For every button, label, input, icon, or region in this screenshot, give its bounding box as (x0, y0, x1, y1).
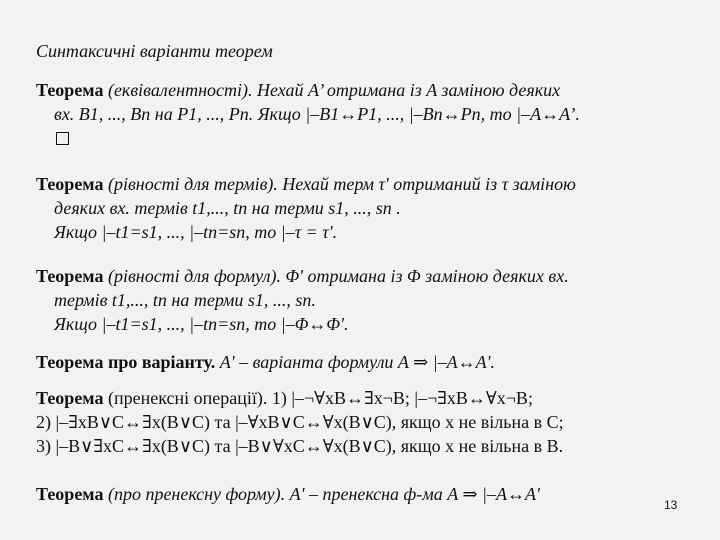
theorem-line (36, 482, 696, 506)
theorem-line: термів t1,..., tn на терми s1, ..., sn. (54, 290, 316, 310)
theorem-term-equality (36, 172, 696, 244)
theorem-line (36, 386, 696, 410)
theorem-text: (еквівалентності). Нехай A’ отримана із A заміною деяких (103, 80, 561, 100)
theorem-line: деяких вх. термів t1,..., tn на терми s1, ..., sn . (54, 198, 401, 218)
theorem-line (36, 350, 696, 374)
theorem-line (36, 264, 696, 288)
theorem-text: (рівності для формул). Φ' отримана із Φ заміною деяких вх. (103, 266, 569, 286)
theorem-lead: Теорема (36, 80, 104, 100)
theorem-lead: Теорема (36, 388, 104, 408)
page-number: 13 (664, 498, 678, 512)
theorem-text: A' – варіанта формули A ⇒ |–A↔A'. (215, 352, 495, 372)
theorem-lead: Теорема про варіанту. (36, 352, 216, 372)
theorem-formula-equality (36, 264, 696, 336)
theorem-line (36, 172, 696, 196)
theorem-lead: Теорема (36, 484, 104, 504)
theorem-lead: Теорема (36, 174, 104, 194)
theorem-text: (рівності для термів). Нехай терм τ' отриманий із τ заміною (103, 174, 576, 194)
theorem-line (36, 78, 696, 102)
theorem-variant (36, 350, 696, 374)
theorem-prenex-operations (36, 386, 696, 458)
theorem-lead: Теорема (36, 266, 104, 286)
slide-title: Синтаксичні варіанти теорем (36, 41, 273, 61)
theorem-equivalence (36, 78, 696, 150)
qed-square-icon (56, 132, 69, 145)
theorem-line: Якщо |–t1=s1, ..., |–tn=sn, то |–τ = τ'. (54, 222, 338, 242)
theorem-line: 3) |–B∨∃xC↔∃x(B∨C) та |–B∨∀xC↔∀x(B∨C), якщо x не вільна в B. (36, 436, 564, 456)
theorem-line (36, 126, 696, 150)
theorem-text: (пренексні операції). 1) |–¬∀xB↔∃x¬B; |–¬∃xB↔∀x¬B; (103, 388, 533, 408)
theorem-line: вх. B1, ..., Bn на P1, ..., Pn. Якщо |–B1↔P1, ..., |–Bn↔Pn, то |–A↔A’. (54, 104, 580, 124)
theorem-text: (про пренексну форму). A' – пренексна ф-ма A ⇒ |–A↔A' (103, 484, 540, 504)
theorem-line: Якщо |–t1=s1, ..., |–tn=sn, то |–Φ↔Φ'. (54, 314, 349, 334)
theorem-line: 2) |–∃xB∨C↔∃x(B∨C) та |–∀xB∨C↔∀x(B∨C), якщо x не вільна в C; (36, 412, 564, 432)
theorem-prenex-form (36, 482, 696, 506)
